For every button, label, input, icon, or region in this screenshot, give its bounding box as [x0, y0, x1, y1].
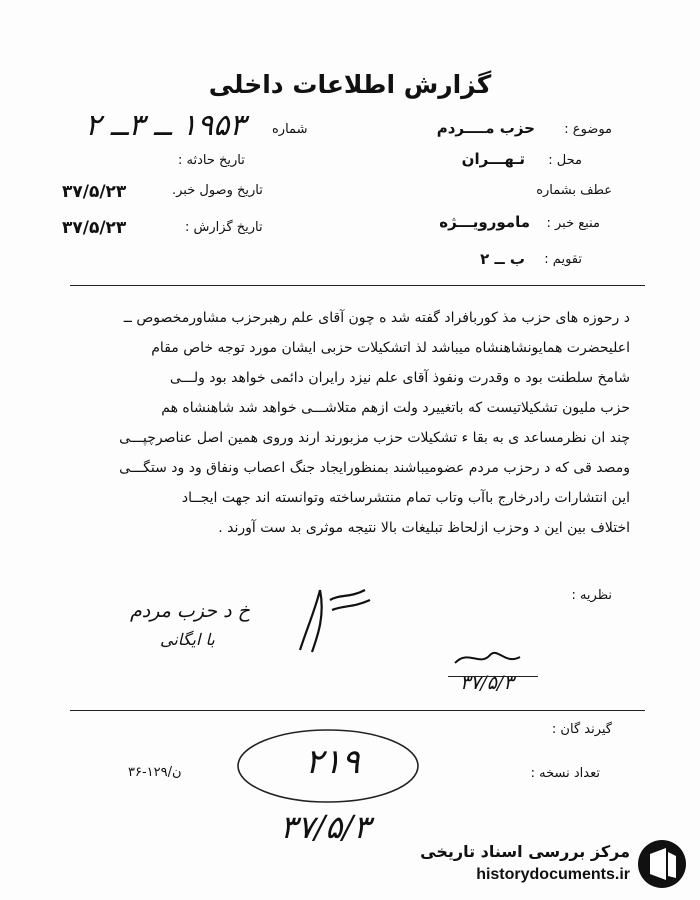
opinion-label: نظریه :	[571, 588, 612, 603]
report-body	[50, 303, 630, 543]
body-line: د رحوزه های حزب مذ کوربافراد گفته شد ه چون آقای علم رهبرحزب مشاورمخصوص ــ	[123, 310, 630, 326]
reference-label: عطف بشماره	[536, 183, 612, 198]
body-line: ومصد قی که د رحزب مردم عضومیباشند بمنظورایجاد جنگ اعصاب ونفاق ود ود ستگـــی	[119, 460, 630, 476]
signature-date: ۳۷/۵/۳	[460, 672, 514, 694]
copies-label: تعداد نسخه :	[530, 766, 600, 781]
body-line: اختلاف بین این د وحزب ازلحاظ تبلیغات بالا نتیجه موثری بد ست آورند .	[218, 520, 630, 536]
body-line: این انتشارات رادرخارج باآب وتاب تمام منتشرساخته وتوانسته اند جهت ایجــاد	[181, 490, 630, 506]
number-value: ۱۹۵۳ ــ ۳ــ ۲	[85, 108, 246, 143]
incident-date-label: تاریخ حادثه :	[178, 153, 245, 168]
source-value: مامورویـــژه	[439, 213, 530, 231]
evaluation-value: ب ــ ۲	[480, 250, 525, 268]
bottom-handwritten-note: ۳۷/۵/۳	[280, 808, 371, 846]
body-line: شامخ سلطنت بود ه وقدرت ونفوذ آقای علم نیزد رایران دائمی خواهد بود ولـــی	[169, 370, 630, 386]
subject-value: حزب مــــردم	[436, 119, 535, 137]
signature-mark	[450, 645, 530, 671]
footer-divider	[70, 710, 645, 711]
watermark-logo-icon	[636, 838, 688, 890]
signature-underline	[448, 676, 538, 677]
watermark-title: مرکز بررسی اسناد تاریخی	[420, 842, 630, 861]
header-divider	[70, 285, 645, 286]
report-date-label: تاریخ گزارش :	[185, 220, 263, 235]
evaluation-label: تقویم :	[544, 252, 582, 267]
watermark-url: historydocuments.ir	[476, 866, 630, 883]
source-label: منبع خبر :	[546, 216, 600, 231]
body-line: حزب ملیون تشکیلاتیست که باتغییرد ولت ازهم متلاشـــی خواهد شد شاهنشاه هم	[161, 400, 630, 416]
receipt-date-label: تاریخ وصول خبر.	[172, 183, 263, 198]
subject-label: موضوع :	[564, 122, 612, 137]
recipients-label: گیرند گان :	[551, 722, 612, 737]
report-date-value: ۳۷/۵/۲۳	[62, 218, 127, 238]
handwritten-archive-note: با ایگانی	[160, 630, 215, 649]
watermark	[420, 838, 690, 898]
signature-scribble	[290, 580, 380, 660]
stamp-number: ۲۱۹	[305, 742, 360, 782]
body-line: اعلیحضرت همایونشاهنشاه میباشد لذ اتشکیلات حزبی ایشان مورد توجه خاص مقام	[151, 340, 630, 356]
handwritten-party-note: خ د حزب مردم	[130, 600, 250, 622]
report-title: گزارش اطلاعات داخلی	[208, 70, 492, 99]
form-code: ۳۶-۱۲۹/ن	[128, 765, 182, 780]
place-label: محل :	[548, 153, 582, 168]
number-label: شماره	[272, 122, 308, 137]
receipt-date-value: ۳۷/۵/۲۳	[62, 182, 127, 202]
place-value: تـهـــران	[461, 150, 525, 168]
body-line: چند ان نظرمساعد ی به بقا ء تشکیلات حزب مزبورند ارند وروی همین اصل عناصرچپـــی	[119, 430, 630, 446]
